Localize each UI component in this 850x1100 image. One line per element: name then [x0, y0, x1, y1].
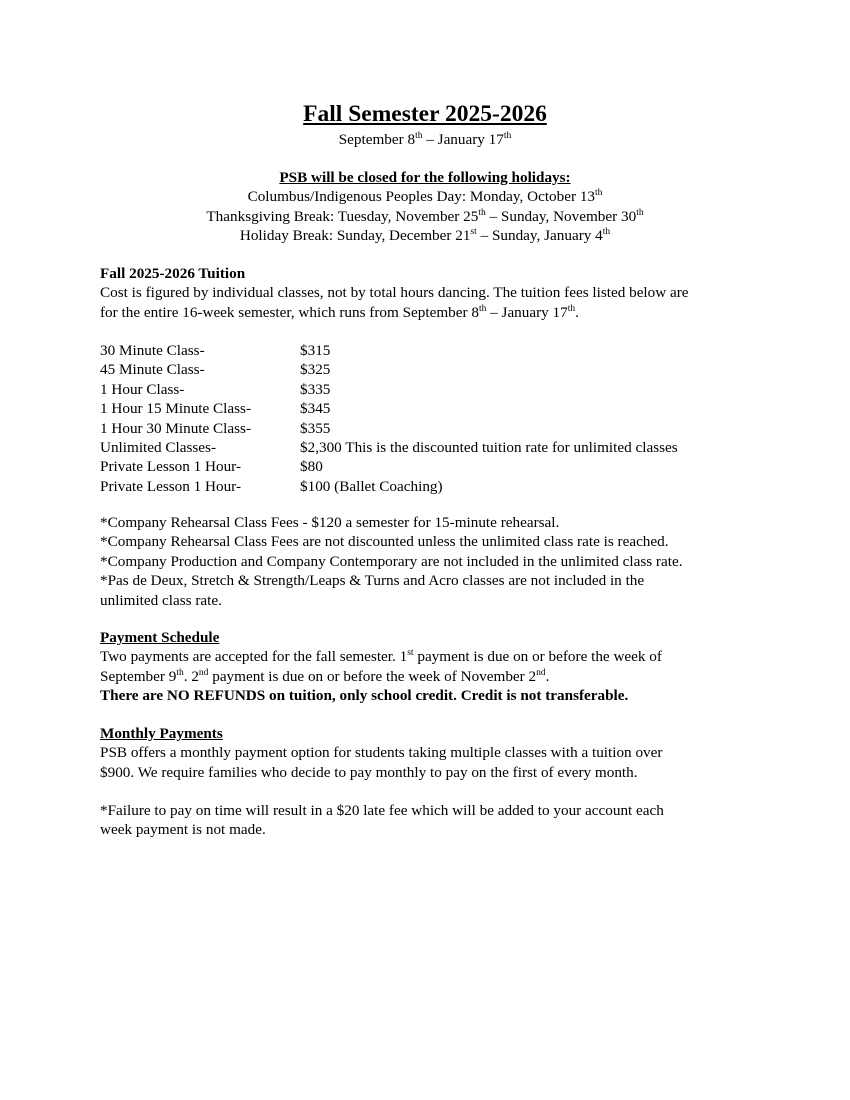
- fee-row: [100, 341, 678, 360]
- fee-price: $2,300 This is the discounted tuition rate for unlimited classes: [300, 438, 678, 456]
- tuition-heading: Fall 2025-2026 Tuition: [100, 265, 246, 282]
- fee-row: [100, 399, 678, 418]
- refund-policy: There are NO REFUNDS on tuition, only school credit. Credit is not transferable.: [100, 687, 629, 705]
- fee-row: [100, 360, 678, 379]
- fee-name: 45 Minute Class-: [100, 361, 205, 379]
- monthly-text: PSB offers a monthly payment option for students taking multiple classes with a tuition over: [100, 744, 663, 762]
- semester-dates: September 8th – January 17th: [338, 131, 512, 148]
- fee-name: Private Lesson 1 Hour-: [100, 477, 241, 495]
- semester-start: September 8: [338, 131, 416, 148]
- late-fee-text: *Failure to pay on time will result in a $20 late fee which will be added to your account each: [100, 802, 664, 819]
- note-line: *Pas de Deux, Stretch & Strength/Leaps & Turns and Acro classes are not included in the: [100, 572, 645, 590]
- fee-name: Unlimited Classes-: [100, 438, 217, 456]
- fee-price: $315: [300, 342, 331, 359]
- fee-price: $325: [300, 361, 331, 379]
- fee-name: 1 Hour 30 Minute Class-: [100, 419, 252, 437]
- monthly-payments-section: [100, 724, 760, 782]
- tuition-section: [100, 264, 760, 322]
- note-line: unlimited class rate.: [100, 591, 222, 609]
- holiday-columbus: Columbus/Indigenous Peoples Day: Monday, October 13th: [247, 188, 603, 206]
- holidays-section: [0, 168, 850, 246]
- fee-table: [100, 341, 678, 496]
- holidays-heading: PSB will be closed for the following holidays:: [279, 169, 571, 186]
- payment-schedule-heading: Payment Schedule: [100, 629, 220, 646]
- fee-row: [100, 419, 678, 438]
- tuition-text: for the entire 16-week semester, which runs from September 8th – January 17th.: [100, 303, 579, 321]
- fee-price: $100 (Ballet Coaching): [300, 477, 443, 495]
- late-fee-note: [100, 801, 760, 840]
- semester-end: January 17: [437, 131, 504, 148]
- fee-row: [100, 380, 678, 399]
- note-line: *Company Production and Company Contemporary are not included in the unlimited class rate.: [100, 552, 683, 570]
- fee-price: $355: [300, 419, 331, 437]
- page-title: Fall Semester 2025-2026: [303, 101, 547, 127]
- payment-schedule-section: [100, 628, 760, 706]
- late-fee-text: week payment is not made.: [100, 821, 266, 839]
- note-line: *Company Rehearsal Class Fees are not discounted unless the unlimited class rate is reached.: [100, 533, 669, 551]
- monthly-text: $900. We require families who decide to pay monthly to pay on the first of every month.: [100, 763, 638, 781]
- payment-text: Two payments are accepted for the fall semester. 1st payment is due on or before the week of: [100, 648, 662, 666]
- payment-text: September 9th. 2nd payment is due on or before the week of November 2nd.: [100, 667, 550, 685]
- holiday-thanksgiving: Thanksgiving Break: Tuesday, November 25th – Sunday, November 30th: [206, 207, 644, 225]
- fee-price: $335: [300, 380, 331, 398]
- fee-row: [100, 477, 678, 496]
- fee-name: Private Lesson 1 Hour-: [100, 458, 241, 476]
- fee-price: $345: [300, 400, 331, 418]
- fee-row: [100, 438, 678, 457]
- company-notes: [100, 513, 760, 610]
- fee-name: 1 Hour 15 Minute Class-: [100, 400, 252, 418]
- note-line: *Company Rehearsal Class Fees - $120 a semester for 15-minute rehearsal.: [100, 514, 560, 531]
- fee-name: 30 Minute Class-: [100, 342, 205, 359]
- fee-row: [100, 457, 678, 476]
- fee-price: $80: [300, 458, 323, 476]
- holiday-break: Holiday Break: Sunday, December 21st – Sunday, January 4th: [239, 227, 611, 245]
- tuition-text: Cost is figured by individual classes, not by total hours dancing. The tuition fees listed below are: [100, 284, 689, 302]
- fee-name: 1 Hour Class-: [100, 380, 185, 398]
- monthly-payments-heading: Monthly Payments: [100, 725, 223, 742]
